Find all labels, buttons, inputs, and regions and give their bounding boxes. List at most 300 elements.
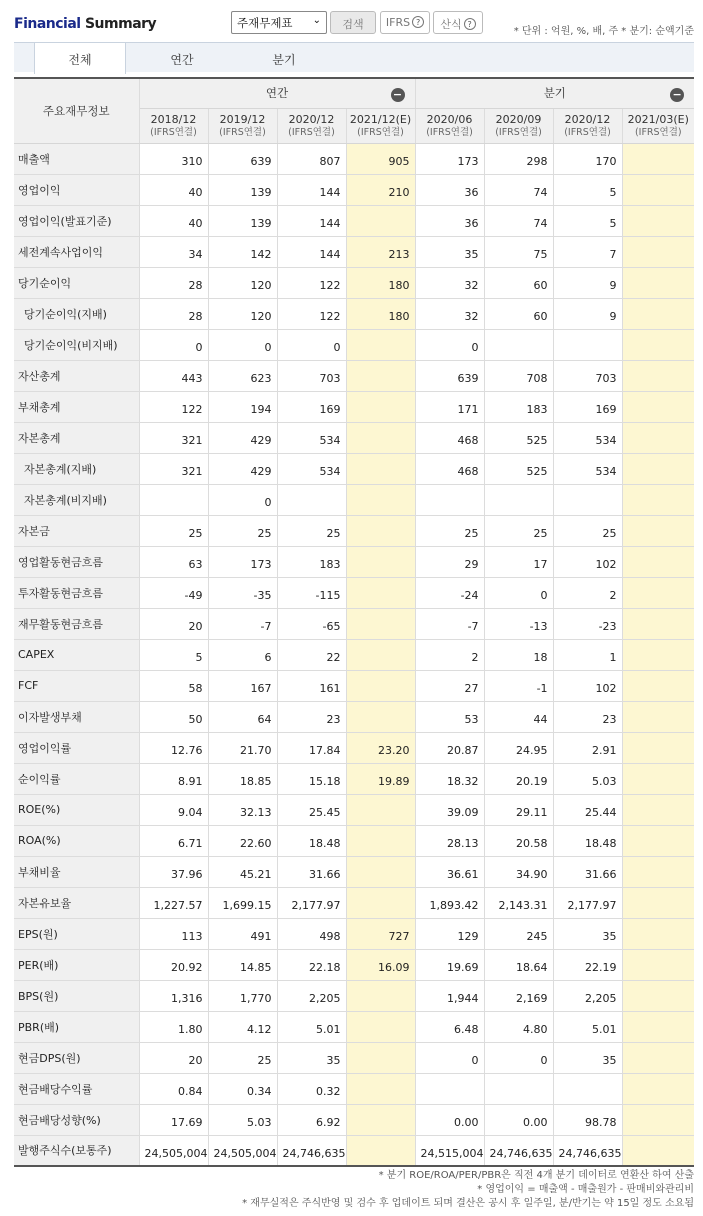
table-cell — [139, 484, 208, 515]
period-column-header — [484, 108, 553, 143]
table-cell: 321 — [139, 422, 208, 453]
table-cell: 37.96 — [139, 856, 208, 887]
row-label: 투자활동현금흐름 — [14, 577, 139, 608]
table-cell: 74 — [484, 174, 553, 205]
table-cell: 20 — [139, 1042, 208, 1073]
table-cell: 18.64 — [484, 949, 553, 980]
basis-label: (IFRS연결) — [219, 126, 266, 138]
table-cell: 32 — [415, 298, 484, 329]
table-cell: 36 — [415, 174, 484, 205]
row-label: 당기순이익(비지배) — [14, 329, 139, 360]
table-cell: 623 — [208, 360, 277, 391]
table-cell: 21.70 — [208, 732, 277, 763]
row-label: 현금DPS(원) — [14, 1042, 139, 1073]
table-cell — [346, 329, 415, 360]
table-cell — [622, 825, 694, 856]
table-cell: 24,505,004 — [208, 1135, 277, 1166]
table-row — [14, 484, 694, 515]
table-cell: 0.34 — [208, 1073, 277, 1104]
table-cell: 498 — [277, 918, 346, 949]
table-row — [14, 794, 694, 825]
table-cell: 29.11 — [484, 794, 553, 825]
table-cell — [622, 422, 694, 453]
label-column-header: 주요재무정보 — [14, 78, 139, 143]
table-cell: -35 — [208, 577, 277, 608]
page-title-main: Financial — [14, 16, 81, 32]
table-cell: 429 — [208, 453, 277, 484]
table-cell: 180 — [346, 267, 415, 298]
table-cell: 6 — [208, 639, 277, 670]
table-cell: -7 — [208, 608, 277, 639]
table-cell: 703 — [553, 360, 622, 391]
table-cell: 167 — [208, 670, 277, 701]
quarter-group-header — [415, 78, 694, 108]
table-cell — [346, 577, 415, 608]
table-cell: 18.48 — [553, 825, 622, 856]
row-label: PBR(배) — [14, 1011, 139, 1042]
table-cell: 102 — [553, 546, 622, 577]
table-cell: 534 — [277, 453, 346, 484]
table-cell: 53 — [415, 701, 484, 732]
period-tabs — [14, 42, 694, 72]
table-cell — [622, 515, 694, 546]
table-cell — [622, 732, 694, 763]
table-cell: 122 — [277, 267, 346, 298]
collapse-quarter-icon[interactable]: − — [670, 88, 684, 102]
row-label: 자본유보율 — [14, 887, 139, 918]
table-cell: 4.12 — [208, 1011, 277, 1042]
table-cell: 2,169 — [484, 980, 553, 1011]
table-row — [14, 1042, 694, 1073]
table-cell: 25 — [553, 515, 622, 546]
table-cell: 32 — [415, 267, 484, 298]
page-title-sub: Summary — [84, 16, 157, 32]
table-cell: 905 — [346, 143, 415, 174]
table-cell: 63 — [139, 546, 208, 577]
table-cell — [553, 329, 622, 360]
table-cell: 36.61 — [415, 856, 484, 887]
row-label: 재무활동현금흐름 — [14, 608, 139, 639]
period-column-header — [415, 108, 484, 143]
table-cell: 64 — [208, 701, 277, 732]
table-cell: 2,205 — [277, 980, 346, 1011]
table-cell: 1,316 — [139, 980, 208, 1011]
table-row — [14, 422, 694, 453]
table-cell: 534 — [553, 453, 622, 484]
table-cell: 0 — [484, 577, 553, 608]
table-cell: 29 — [415, 546, 484, 577]
table-cell: 1 — [553, 639, 622, 670]
table-cell: -7 — [415, 608, 484, 639]
table-cell: 25 — [277, 515, 346, 546]
row-label: 순이익률 — [14, 763, 139, 794]
table-row — [14, 577, 694, 608]
table-cell: 144 — [277, 236, 346, 267]
table-cell: 170 — [553, 143, 622, 174]
table-cell: 19.89 — [346, 763, 415, 794]
table-cell: 44 — [484, 701, 553, 732]
table-cell: 171 — [415, 391, 484, 422]
table-row — [14, 453, 694, 484]
table-cell: 25.44 — [553, 794, 622, 825]
table-row — [14, 546, 694, 577]
table-cell: 28.13 — [415, 825, 484, 856]
table-cell: 14.85 — [208, 949, 277, 980]
table-row — [14, 732, 694, 763]
table-cell: 28 — [139, 298, 208, 329]
table-cell — [346, 670, 415, 701]
row-label: FCF — [14, 670, 139, 701]
table-cell — [622, 1042, 694, 1073]
row-label: 세전계속사업이익 — [14, 236, 139, 267]
question-icon: ? — [464, 18, 476, 30]
table-cell — [622, 1104, 694, 1135]
row-label: EPS(원) — [14, 918, 139, 949]
table-cell — [553, 1073, 622, 1104]
table-cell: 6.48 — [415, 1011, 484, 1042]
table-cell — [622, 205, 694, 236]
table-row — [14, 763, 694, 794]
table-cell: 180 — [346, 298, 415, 329]
table-row — [14, 980, 694, 1011]
row-label: 당기순이익 — [14, 267, 139, 298]
table-cell: 2,205 — [553, 980, 622, 1011]
table-cell — [622, 639, 694, 670]
table-cell: 173 — [208, 546, 277, 577]
table-cell: 169 — [553, 391, 622, 422]
table-cell: 5 — [139, 639, 208, 670]
table-cell: 20.87 — [415, 732, 484, 763]
row-label: ROA(%) — [14, 825, 139, 856]
search-button[interactable]: 검색 — [330, 11, 376, 34]
period-label: 2018/12 — [150, 112, 197, 126]
table-cell — [622, 887, 694, 918]
table-cell: 443 — [139, 360, 208, 391]
table-cell — [622, 329, 694, 360]
table-cell: 321 — [139, 453, 208, 484]
table-cell: 40 — [139, 174, 208, 205]
quarter-group-label: 분기 — [543, 86, 566, 101]
table-cell: 20.58 — [484, 825, 553, 856]
table-cell: 17.84 — [277, 732, 346, 763]
table-cell: 23 — [553, 701, 622, 732]
table-cell: 36 — [415, 205, 484, 236]
row-label: 자본총계(비지배) — [14, 484, 139, 515]
row-label: 자본총계 — [14, 422, 139, 453]
table-cell: -23 — [553, 608, 622, 639]
table-cell: 22.60 — [208, 825, 277, 856]
footnote: * 영업이익 = 매출액 - 매출원가 - 판매비와관리비 — [477, 1184, 694, 1195]
table-cell: 173 — [415, 143, 484, 174]
table-cell: 1,227.57 — [139, 887, 208, 918]
table-cell — [622, 577, 694, 608]
period-label: 2020/06 — [426, 112, 473, 126]
tab-annual[interactable]: 연간 — [170, 53, 194, 67]
table-cell — [346, 1073, 415, 1104]
tab-all[interactable]: 전체 — [34, 43, 126, 74]
table-cell: -1 — [484, 670, 553, 701]
table-cell: 60 — [484, 267, 553, 298]
table-cell: 12.76 — [139, 732, 208, 763]
table-cell: 31.66 — [553, 856, 622, 887]
table-cell — [346, 608, 415, 639]
table-cell: 639 — [415, 360, 484, 391]
table-cell: 25.45 — [277, 794, 346, 825]
table-row — [14, 391, 694, 422]
table-cell: 32.13 — [208, 794, 277, 825]
period-column-header — [622, 108, 694, 143]
row-label: 매출액 — [14, 143, 139, 174]
row-label: 영업이익(발표기준) — [14, 205, 139, 236]
table-cell — [346, 1135, 415, 1166]
table-cell: 183 — [277, 546, 346, 577]
table-cell: 18 — [484, 639, 553, 670]
table-cell: 24.95 — [484, 732, 553, 763]
table-cell: 24,515,004 — [415, 1135, 484, 1166]
table-cell: 0 — [415, 1042, 484, 1073]
table-cell: 0 — [139, 329, 208, 360]
table-cell — [622, 763, 694, 794]
row-label: 영업이익 — [14, 174, 139, 205]
table-cell — [622, 391, 694, 422]
table-row — [14, 856, 694, 887]
table-cell: 534 — [277, 422, 346, 453]
table-cell — [622, 453, 694, 484]
table-cell — [415, 484, 484, 515]
table-cell: 22.19 — [553, 949, 622, 980]
annual-group-label: 연간 — [265, 86, 289, 101]
table-cell: 0 — [208, 329, 277, 360]
table-cell — [484, 484, 553, 515]
period-column-header — [139, 108, 208, 143]
table-cell — [346, 484, 415, 515]
table-cell — [622, 918, 694, 949]
basis-label: (IFRS연결) — [426, 126, 473, 138]
table-cell — [346, 856, 415, 887]
row-label: 부채총계 — [14, 391, 139, 422]
table-cell: 20 — [139, 608, 208, 639]
table-cell: 122 — [139, 391, 208, 422]
table-cell — [346, 825, 415, 856]
footnote: * 재무실적은 주식반영 및 검수 후 업데이트 되며 결산은 공시 후 일주일, 분/반기는 약 15일 정도 소요됨 — [242, 1198, 694, 1209]
table-cell: 0.00 — [415, 1104, 484, 1135]
table-cell: 144 — [277, 205, 346, 236]
table-cell: 2,177.97 — [553, 887, 622, 918]
table-cell: 210 — [346, 174, 415, 205]
table-cell: 161 — [277, 670, 346, 701]
table-cell — [484, 329, 553, 360]
table-row — [14, 205, 694, 236]
table-cell: 9 — [553, 298, 622, 329]
financial-summary-table — [14, 77, 694, 1167]
table-cell: 6.71 — [139, 825, 208, 856]
row-label: 부채비율 — [14, 856, 139, 887]
basis-label: (IFRS연결) — [150, 126, 197, 138]
table-cell: 139 — [208, 174, 277, 205]
period-label: 2020/12 — [288, 112, 335, 126]
table-cell: 0.32 — [277, 1073, 346, 1104]
table-cell: 9.04 — [139, 794, 208, 825]
formula-label: 산식 — [440, 18, 462, 31]
table-cell: 39.09 — [415, 794, 484, 825]
row-label: CAPEX — [14, 639, 139, 670]
table-cell — [622, 701, 694, 732]
table-row — [14, 143, 694, 174]
table-cell: 25 — [415, 515, 484, 546]
period-label: 2021/12(E) — [349, 112, 412, 126]
table-cell: 9 — [553, 267, 622, 298]
table-row — [14, 608, 694, 639]
table-cell: 183 — [484, 391, 553, 422]
table-cell — [346, 546, 415, 577]
table-cell — [622, 670, 694, 701]
row-label: 자산총계 — [14, 360, 139, 391]
basis-label: (IFRS연결) — [495, 126, 542, 138]
table-cell — [622, 267, 694, 298]
table-cell — [622, 174, 694, 205]
table-cell: 2 — [415, 639, 484, 670]
table-cell: 24,746,635 — [553, 1135, 622, 1166]
table-cell: 0 — [277, 329, 346, 360]
tab-quarter[interactable]: 분기 — [272, 53, 296, 67]
table-cell: -115 — [277, 577, 346, 608]
table-cell — [622, 794, 694, 825]
table-row — [14, 701, 694, 732]
period-label: 2020/09 — [495, 112, 542, 126]
table-cell — [346, 1042, 415, 1073]
table-cell: 144 — [277, 174, 346, 205]
table-cell — [346, 515, 415, 546]
table-cell: 120 — [208, 298, 277, 329]
basis-label: (IFRS연결) — [564, 126, 611, 138]
table-row — [14, 360, 694, 391]
table-cell: 5.03 — [553, 763, 622, 794]
table-cell: 429 — [208, 422, 277, 453]
table-cell: 310 — [139, 143, 208, 174]
table-cell: 2.91 — [553, 732, 622, 763]
table-cell — [622, 143, 694, 174]
table-cell: 2,143.31 — [484, 887, 553, 918]
table-cell — [622, 484, 694, 515]
table-cell: 25 — [139, 515, 208, 546]
table-cell — [622, 608, 694, 639]
table-cell: 34 — [139, 236, 208, 267]
table-row — [14, 825, 694, 856]
period-label: 2020/12 — [564, 112, 611, 126]
table-cell: 703 — [277, 360, 346, 391]
annual-group-header — [139, 78, 415, 108]
row-label: 이자발생부채 — [14, 701, 139, 732]
table-cell: 1,699.15 — [208, 887, 277, 918]
table-row — [14, 1104, 694, 1135]
table-cell: 122 — [277, 298, 346, 329]
table-cell: 19.69 — [415, 949, 484, 980]
table-cell: 468 — [415, 453, 484, 484]
table-cell — [346, 360, 415, 391]
table-cell: 491 — [208, 918, 277, 949]
table-row — [14, 298, 694, 329]
table-cell: 18.32 — [415, 763, 484, 794]
page-title — [14, 16, 156, 32]
table-cell: -49 — [139, 577, 208, 608]
table-cell: 0 — [208, 484, 277, 515]
table-cell: 45.21 — [208, 856, 277, 887]
table-cell — [622, 360, 694, 391]
row-label: 자본금 — [14, 515, 139, 546]
table-cell: 35 — [553, 918, 622, 949]
table-cell — [346, 205, 415, 236]
table-row — [14, 1011, 694, 1042]
table-cell: 525 — [484, 453, 553, 484]
table-cell: 20.92 — [139, 949, 208, 980]
table-cell: 98.78 — [553, 1104, 622, 1135]
table-row — [14, 1135, 694, 1166]
table-cell — [346, 391, 415, 422]
table-row — [14, 515, 694, 546]
table-row — [14, 267, 694, 298]
table-cell: 213 — [346, 236, 415, 267]
formula-help-button[interactable] — [433, 11, 483, 34]
statement-type-select[interactable] — [231, 11, 327, 34]
table-cell: 0 — [484, 1042, 553, 1073]
table-cell: 113 — [139, 918, 208, 949]
table-cell: 5.03 — [208, 1104, 277, 1135]
table-cell: 74 — [484, 205, 553, 236]
row-label: 발행주식수(보통주) — [14, 1135, 139, 1166]
table-cell: 534 — [553, 422, 622, 453]
table-cell: 245 — [484, 918, 553, 949]
ifrs-help-button[interactable] — [380, 11, 430, 34]
table-cell: 75 — [484, 236, 553, 267]
table-cell — [622, 980, 694, 1011]
table-cell: 28 — [139, 267, 208, 298]
table-cell — [415, 1073, 484, 1104]
table-cell — [553, 484, 622, 515]
table-cell: 60 — [484, 298, 553, 329]
table-cell: 34.90 — [484, 856, 553, 887]
period-column-header — [277, 108, 346, 143]
footnotes — [242, 1169, 694, 1211]
table-cell — [622, 546, 694, 577]
footnote: * 분기 ROE/ROA/PER/PBR은 직전 4개 분기 데이터로 연환산 하여 산출 — [378, 1170, 694, 1181]
table-row — [14, 887, 694, 918]
table-cell: 807 — [277, 143, 346, 174]
table-cell — [346, 639, 415, 670]
table-cell: 24,505,004 — [139, 1135, 208, 1166]
table-cell: 468 — [415, 422, 484, 453]
table-cell: 18.48 — [277, 825, 346, 856]
table-cell: 525 — [484, 422, 553, 453]
unit-note: * 단위 : 억원, %, 배, 주 * 분기: 순액기준 — [513, 26, 694, 37]
table-cell: 5 — [553, 205, 622, 236]
table-row — [14, 174, 694, 205]
table-cell — [484, 1073, 553, 1104]
table-cell: 120 — [208, 267, 277, 298]
table-cell: 17 — [484, 546, 553, 577]
collapse-annual-icon[interactable]: − — [391, 88, 405, 102]
row-label: ROE(%) — [14, 794, 139, 825]
table-cell: 0 — [415, 329, 484, 360]
table-cell: 25 — [208, 515, 277, 546]
table-cell — [622, 856, 694, 887]
table-cell: 17.69 — [139, 1104, 208, 1135]
table-cell: 5.01 — [277, 1011, 346, 1042]
table-cell: 1.80 — [139, 1011, 208, 1042]
table-cell: 24,746,635 — [484, 1135, 553, 1166]
table-cell: 6.92 — [277, 1104, 346, 1135]
basis-label: (IFRS연결) — [288, 126, 335, 138]
question-icon: ? — [412, 16, 424, 28]
